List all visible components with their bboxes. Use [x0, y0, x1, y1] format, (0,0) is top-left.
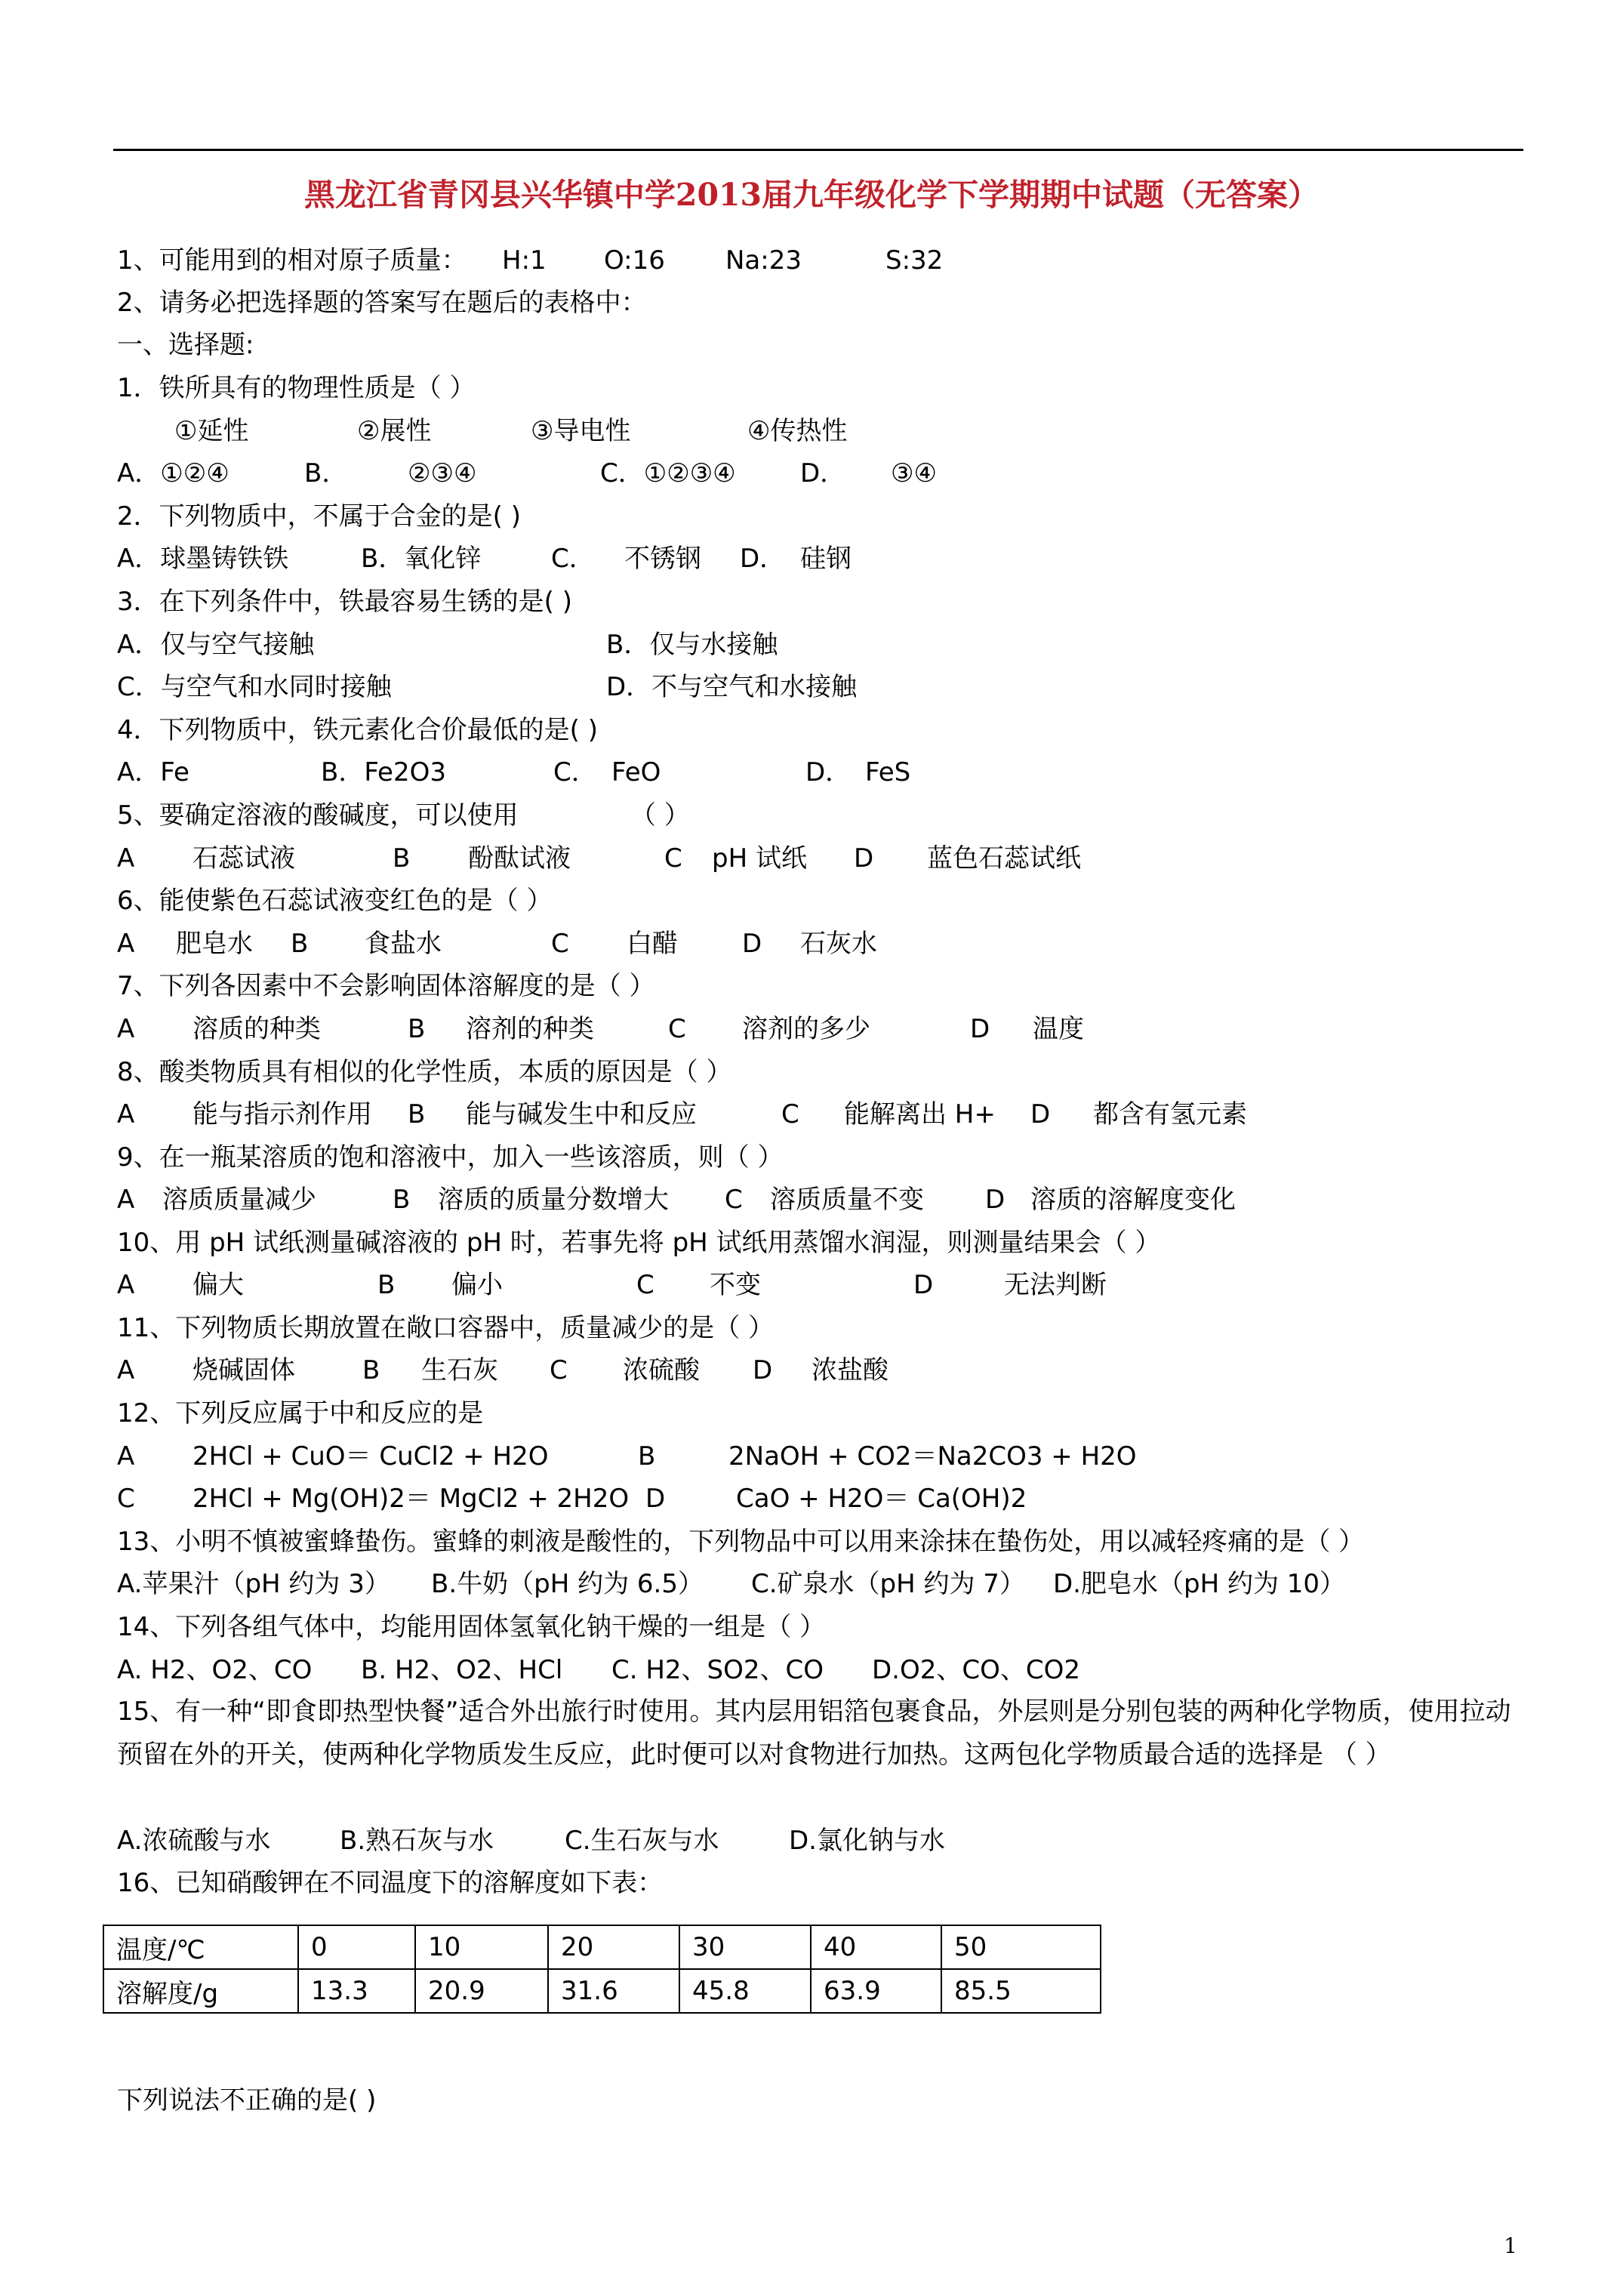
page-number: 1 — [1504, 2233, 1517, 2258]
solubility-table — [103, 1925, 1101, 2014]
question-stem: 15、有一种“即食即热型快餐”适合外出旅行时使用。其内层用铝箔包裹食品，外层则是分别包装的两种化学物质，使用拉动预留在外的开关，使两种化学物质发生反应，此时便可以对食物进行加热。这两包化学物质最合适的选择是 （ ） — [117, 1697, 1511, 1770]
page-title: 黑龙江省青冈县兴华镇中学2013届九年级化学下学期期中试题（无答案） — [303, 177, 1320, 213]
table-row: 温度/℃ 0 10 20 30 40 50 — [103, 1925, 1101, 1969]
table-row: 溶解度/g 13.3 20.9 31.6 45.8 63.9 85.5 — [103, 1969, 1101, 2013]
header-rule — [113, 149, 1523, 151]
